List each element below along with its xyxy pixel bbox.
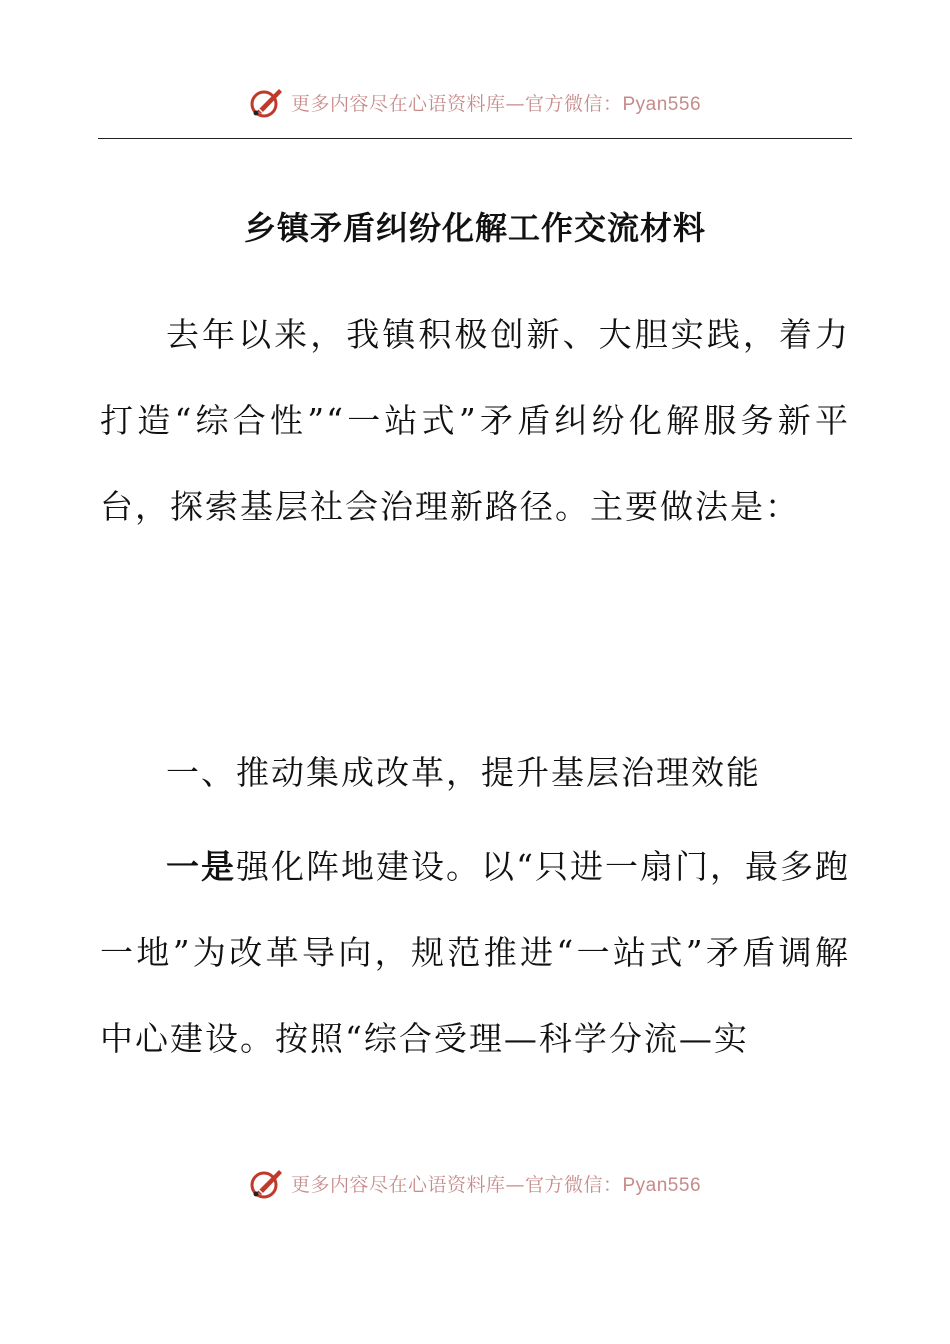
header-banner-text: 更多内容尽在心语资料库—官方微信：Pyan556	[290, 92, 702, 115]
quill-pen-logo-icon	[249, 1165, 285, 1201]
header-banner	[0, 80, 950, 124]
section-1-item-1-paragraph	[100, 824, 850, 1082]
quill-pen-logo-icon	[249, 84, 285, 120]
footer-banner-text: 更多内容尽在心语资料库—官方微信：Pyan556	[290, 1173, 702, 1196]
header-divider	[98, 138, 852, 139]
item-lead-label: 一是	[166, 847, 237, 886]
intro-paragraph: 去年以来，我镇积极创新、大胆实践，着力打造“综合性”“一站式”矛盾纠纷化解服务新平台，探索基层社会治理新路径。主要做法是：	[100, 315, 850, 526]
item-body-text: 强化阵地建设。以“只进一扇门，最多跑一地”为改革导向，规范推进“一站式”矛盾调解中心建设。按照“综合受理—科学分流—实	[100, 847, 850, 1058]
document-title: 乡镇矛盾纠纷化解工作交流材料	[243, 209, 706, 247]
section-1-heading: 一、推动集成改革，提升基层治理效能	[166, 753, 761, 792]
footer-wechat-id: Pyan556	[622, 1174, 702, 1196]
header-wechat-id: Pyan556	[622, 93, 702, 115]
footer-banner	[0, 1161, 950, 1205]
